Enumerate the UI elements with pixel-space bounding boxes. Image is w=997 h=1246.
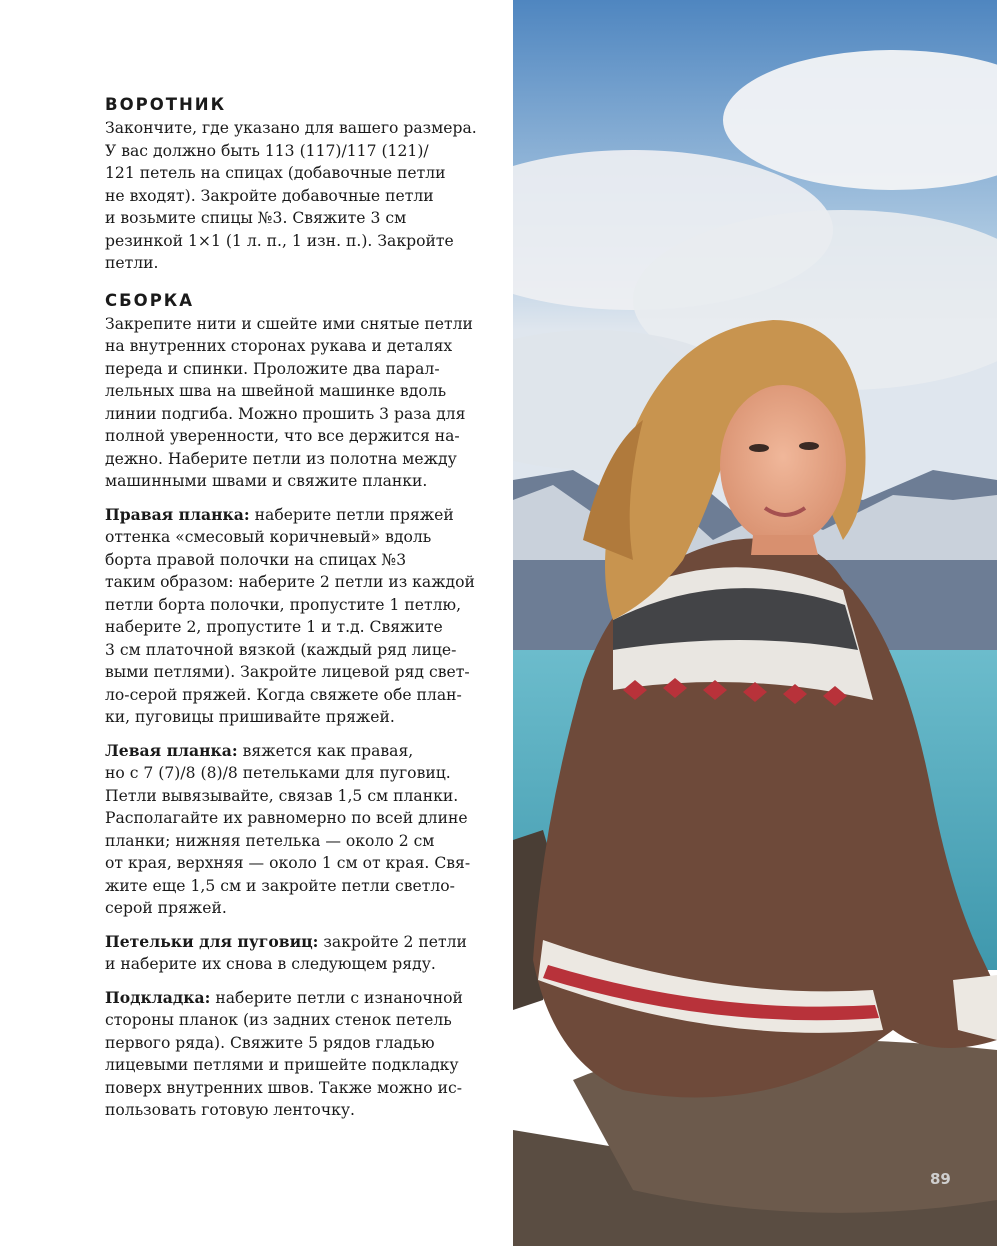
assembly-paragraph: Закрепите нити и сшейте ими снятые петли на внутренних сторонах рукава и деталях переда и спинки. Проложите два парал- лельных шва на швейной машинке вдоль линии подгиба. Можно прошить 3 раза для полной уверенности, что все держится на- дежно. Наберите петли из полотна между машинными швами и свяжите планки. (105, 314, 473, 490)
page-number: 89 (930, 1170, 951, 1188)
right-placket-lead: Правая планка: (105, 504, 250, 524)
photo-woman-in-sweater-icon (513, 0, 997, 1246)
buttonholes-lead: Петельки для пуговиц: (105, 931, 319, 951)
right-placket-paragraph: Правая планка: наберите петли пряжей оттенка «смесовый коричневый» вдоль борта правой полочки на спицах №3 таким образом: наберите 2 петли из каждой петли борта полочки, пропустите 1 петлю, наберите 2, пропустите 1 и т.д. Свяжите 3 см платочной вязкой (каждый ряд лице- выми петлями). Закройте лицевой ряд свет- ло-серой пряжей. Когда свяжете обе план- ки, пуговицы пришивайте пряжей. (105, 504, 475, 726)
instructions-column (105, 93, 485, 1122)
collar-heading: ВОРОТНИК (105, 95, 227, 114)
left-placket-lead: Левая планка: (105, 740, 238, 760)
collar-paragraph: Закончите, где указано для вашего размера. У вас должно быть 113 (117)/117 (121)/ 121 петель на спицах (добавочные петли не входят). Закройте добавочные петли и возьмите спицы №3. Свяжите 3 см резинкой 1×1 (1 л. п., 1 изн. п.). Закройте петли. (105, 119, 477, 272)
lining-lead: Подкладка: (105, 987, 211, 1007)
assembly-heading: СБОРКА (105, 290, 195, 310)
lining-paragraph: Подкладка: наберите петли с изнаночной стороны планок (из задних стенок петель первого ряда). Свяжите 5 рядов гладью лицевыми петлями и пришейте подкладку поверх внутренних швов. Также можно ис- пользовать готовую ленточку. (105, 987, 463, 1119)
photo-woman-in-sweater (513, 0, 997, 1246)
buttonholes-paragraph: Петельки для пуговиц: закройте 2 петли и наберите их снова в следующем ряду. (105, 931, 467, 973)
left-placket-paragraph: Левая планка: вяжется как правая, но с 7 (7)/8 (8)/8 петельками для пуговиц. Петли вывязывайте, связав 1,5 см планки. Располагайте их равномерно по всей длине планки; нижняя петелька — около 2 см от края, верхняя — около 1 см от края. Свя- жите еще 1,5 см и закройте петли светло- серой пряжей. (105, 740, 471, 917)
